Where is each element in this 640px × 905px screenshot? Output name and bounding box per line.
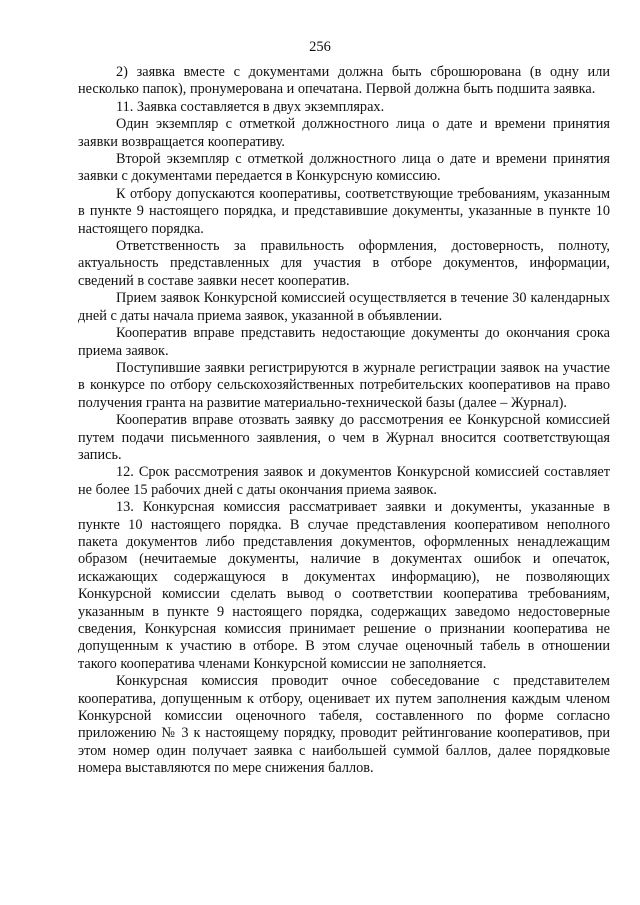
paragraph: Кооператив вправе представить недостающие документы до окончания срока приема заявок. (78, 325, 610, 359)
paragraph: 2) заявка вместе с документами должна быть сброшюрована (в одну или несколько папок), пронумерована и опечатана. Первой должна быть подшита заявка. (78, 64, 610, 98)
paragraph: Конкурсная комиссия проводит очное собеседование с представителем кооператива, допущенным к отбору, оценивает их путем заполнения каждым членом Конкурсной комиссии оценочного табеля, составленного по форме согласно приложению № 3 к настоящему порядку, проводит рейтингование кооперативов, при этом номер один получает заявка с наибольшей суммой баллов, далее порядковые номера выставляются по мере снижения баллов. (78, 673, 610, 777)
paragraph: Ответственность за правильность оформления, достоверность, полноту, актуальность представленных для участия в отборе документов, информации, сведений в составе заявки несет кооператив. (78, 238, 610, 289)
paragraph: Второй экземпляр с отметкой должностного лица о дате и времени принятия заявки с документами передается в Конкурсную комиссию. (78, 151, 610, 185)
paragraph: К отбору допускаются кооперативы, соответствующие требованиям, указанным в пункте 9 настоящего порядка, и представившие документы, указанные в пункте 10 настоящего порядка. (78, 185, 610, 237)
paragraph: Кооператив вправе отозвать заявку до рассмотрения ее Конкурсной комиссией путем подачи письменного заявления, о чем в Журнал вносится соответствующая запись. (78, 412, 610, 463)
paragraph: Один экземпляр с отметкой должностного лица о дате и времени принятия заявки возвращается кооперативу. (78, 116, 610, 150)
paragraph: 11. Заявка составляется в двух экземплярах. (116, 98, 385, 115)
document-body (78, 64, 610, 778)
paragraph: 13. Конкурсная комиссия рассматривает заявки и документы, указанные в пункте 10 настоящего порядка. В случае представления кооперативом неполного пакета документов либо представления документов, оформленных ненадлежащим образом (нечитаемые документы, наличие в документах ошибок и опечаток, искажающих содержащуюся в документах информацию), не позволяющих Конкурсной комиссии сделать вывод о соответствии кооператива требованиям, указанным в пункте 9 настоящего порядка, содержащих заведомо недостоверные сведения, Конкурсная комиссия принимает решение о признании кооператива не допущенным к участию в отборе. В этом случае оценочный табель в отношении такого кооператива членами Конкурсной комиссии не заполняется. (78, 499, 610, 672)
paragraph: Прием заявок Конкурсной комиссией осуществляется в течение 30 календарных дней с даты начала приема заявок, указанной в объявлении. (78, 290, 610, 324)
paragraph: Поступившие заявки регистрируются в журнале регистрации заявок на участие в конкурсе по отбору сельскохозяйственных потребительских кооперативов на право получения гранта на развитие материально-технической базы (далее – Журнал). (78, 359, 610, 411)
page-number: 256 (309, 39, 331, 55)
paragraph: 12. Срок рассмотрения заявок и документов Конкурсной комиссией составляет не более 15 рабочих дней с даты окончания приема заявок. (78, 464, 610, 498)
